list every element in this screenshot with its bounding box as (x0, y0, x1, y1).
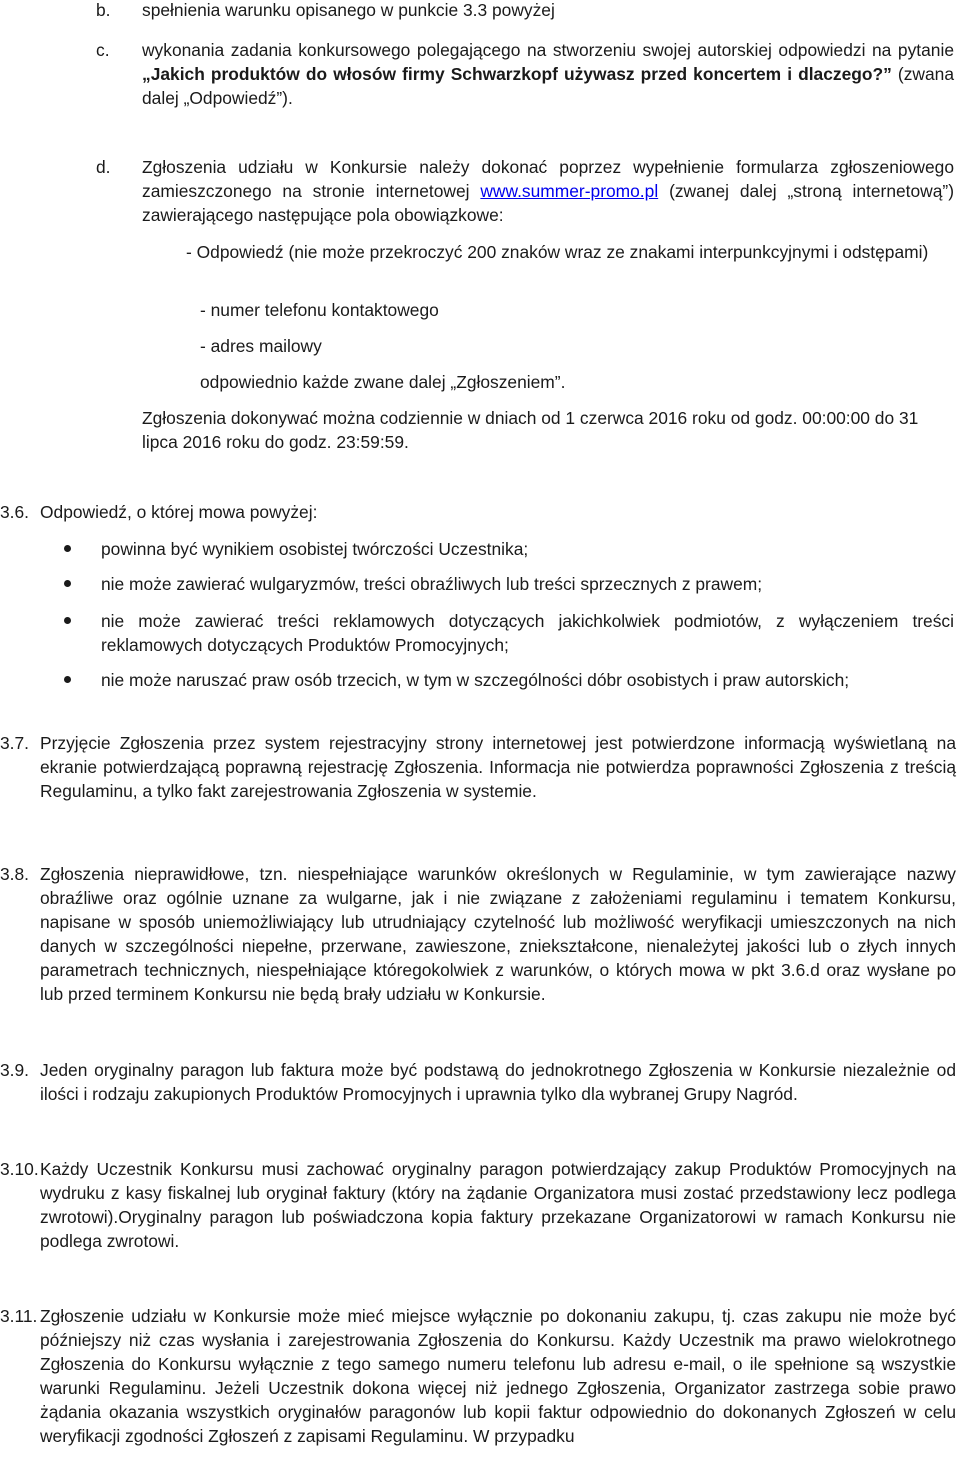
section-3-11 (0, 1304, 956, 1448)
bullet-dot-icon (64, 580, 71, 587)
section-3-9-label: 3.9. (0, 1060, 30, 1080)
section-3-9-text: Jeden oryginalny paragon lub faktura może być podstawą do jednokrotnego Zgłoszenia w Konkursie niezależnie od ilości i rodzaju zakupionych Produktów Promocyjnych i uprawnia tylko dla wybranej Grupy Nagród. (40, 1060, 956, 1104)
item-c-text-2: (zwana dalej „Odpowiedź”). (142, 64, 954, 108)
contest-question: „Jakich produktów do włosów firmy Schwarzkopf używasz przed koncertem i dlaczego?” (142, 64, 892, 84)
item-d-label: d. (96, 157, 111, 177)
item-c-text (142, 38, 954, 110)
item-c-text-1: wykonania zadania konkursowego polegającego na stworzeniu swojej autorskiej odpowiedzi na pytanie (142, 40, 954, 60)
item-c-label: c. (96, 40, 110, 60)
section-3-7 (0, 731, 956, 803)
field-odpowiedz: - Odpowiedź (nie może przekroczyć 200 znaków wraz ze znakami interpunkcyjnymi i odstępami) (186, 242, 929, 262)
bullet-dot-icon (64, 676, 71, 683)
bullet-item-4: nie może naruszać praw osób trzecich, w tym w szczególności dóbr osobistych i praw autorskich; (101, 670, 850, 690)
section-3-6-text: Odpowiedź, o której mowa powyżej: (40, 502, 318, 522)
section-3-8-text: Zgłoszenia nieprawidłowe, tzn. niespełniające warunków określonych w Regulaminie, w tym zawierające nazwy obraźliwe oraz ogólnie uznane za wulgarne, jak i nie związane z założeniami regulaminu i tematem Konkursu, napisane w sposób uniemożliwiający lub utrudniający czytelność lub możliwość weryfikacji umieszczonych na nich danych w szczególności niepełne, przerwane, zawieszone, zniekształcone, nienależytej jakości lub o złych innych parametrach technicznych, niespełniające któregokolwiek z warunków, o których mowa w pkt 3.6.d oraz wysłane po lub przed terminem Konkursu nie będą brały udziału w Konkursie. (40, 864, 956, 1004)
section-3-7-label: 3.7. (0, 733, 30, 753)
item-b (96, 0, 952, 22)
item-d-text (142, 155, 954, 227)
item-b-label: b. (96, 0, 111, 20)
bullet-item-1: powinna być wynikiem osobistej twórczości Uczestnika; (101, 539, 529, 559)
item-d-text-2: (zwanej dalej „stroną internetową”) zawierającego następujące pola obowiązkowe: (142, 181, 954, 225)
section-3-11-label: 3.11. (0, 1306, 38, 1326)
field-email: - adres mailowy (200, 336, 322, 356)
bullet-item-3: nie może zawierać treści reklamowych dotyczących jakichkolwiek podmiotów, z wyłączeniem treści reklamowych dotyczących Produktów Promocyjnych; (101, 611, 954, 655)
item-c (96, 38, 954, 110)
section-3-8-label: 3.8. (0, 864, 30, 884)
website-link[interactable]: www.summer-promo.pl (480, 181, 659, 201)
item-b-text: spełnienia warunku opisanego w punkcie 3.3 powyżej (142, 0, 555, 20)
section-3-6 (0, 500, 954, 524)
bullet-item-2: nie może zawierać wulgaryzmów, treści obraźliwych lub treści sprzecznych z prawem; (101, 574, 763, 594)
section-3-10 (0, 1157, 956, 1253)
item-d (96, 155, 954, 227)
section-3-10-text: Każdy Uczestnik Konkursu musi zachować oryginalny paragon potwierdzający zakup Produktów Promocyjnych na wydruku z kasy fiskalnej lub oryginał faktury (który na żądanie Organizatora musi zostać przedstawiony lecz podlega zwrotowi).Oryginalny paragon lub poświadczona kopia faktury przekazane Organizatorowi w ramach Konkursu nie podlega zwrotowi. (40, 1159, 956, 1251)
section-3-8 (0, 862, 956, 1006)
submission-dates: Zgłoszenia dokonywać można codziennie w dniach od 1 czerwca 2016 roku od godz. 00:00:00 do 31 lipca 2016 roku do godz. 23:59:59. (142, 408, 919, 452)
section-3-7-text: Przyjęcie Zgłoszenia przez system rejestracyjny strony internetowej jest potwierdzone informacją wyświetlaną na ekranie potwierdzającą poprawną rejestrację Zgłoszenia. Informacja nie potwierdza poprawności Zgłoszenia z treścią Regulaminu, a tylko fakt zarejestrowania Zgłoszenia w systemie. (40, 733, 956, 801)
bullet-dot-icon (64, 545, 71, 552)
field-phone: - numer telefonu kontaktowego (200, 300, 439, 320)
item-d-text-1: Zgłoszenia udziału w Konkursie należy dokonać poprzez wypełnienie formularza zgłoszeniowego zamieszczonego na stronie internetowej (142, 157, 954, 201)
bullet-dot-icon (64, 617, 71, 624)
section-3-10-label: 3.10. (0, 1159, 39, 1179)
section-3-6-label: 3.6. (0, 502, 30, 522)
section-3-11-text: Zgłoszenie udziału w Konkursie może mieć miejsce wyłącznie po dokonaniu zakupu, tj. czas zakupu nie może być późniejszy niż czas wysłania i zarejestrowania Zgłoszenia do Konkursu. Każdy Uczestnik ma prawo wielokrotnego Zgłoszenia do Konkursu wyłącznie z tego samego numeru telefonu lub adresu e-mail, o ile spełnione są wszystkie warunki Regulaminu. Jeżeli Uczestnik dokona więcej niż jednego Zgłoszenia, Organizator zastrzega sobie prawo żądania okazania wszystkich oryginałów paragonów lub kopii faktur odpowiednio do dokonanych Zgłoszeń w celu weryfikacji zgodności Zgłoszeń z zapisami Regulaminu. W przypadku (40, 1306, 956, 1446)
section-3-9 (0, 1058, 956, 1106)
field-note: odpowiednio każde zwane dalej „Zgłoszeniem”. (200, 372, 566, 392)
